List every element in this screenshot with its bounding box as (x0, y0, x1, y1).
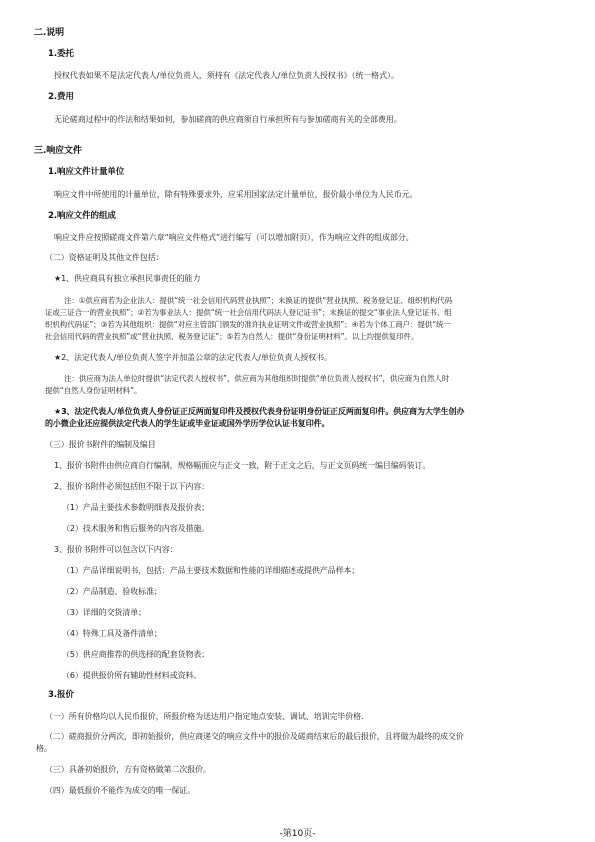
page-number: -第10页- (279, 829, 316, 839)
quote-3: （三）具备初始报价，方有资格做第二次报价。 (45, 765, 211, 774)
attachment-3-item-2: （2）产品制造、验收标准； (62, 587, 162, 596)
section-2-title: 二.说明 (34, 28, 65, 38)
attachment-3-item-6: （6）提供报价所有辅助性材料或资料。 (62, 671, 202, 680)
attachment-3: 3、报价书附件可以包含以下内容： (54, 545, 178, 554)
attachment-2-item-1: （1）产品主要技术参数明细表及报价表； (62, 503, 210, 512)
quote-1: （一）所有价格均以人民币报价，所报价格为送达用户指定地点安装、调试、培训完毕价格. (45, 712, 364, 721)
attachment-3-item-1: （1）产品详细说明书，包括：产品主要技术数据和性能的详细描述或提供产品样本； (62, 566, 360, 575)
star-1: ★1、供应商具有独立承担民事责任的能力 (54, 274, 201, 283)
star-3-line-2: 的小微企业还应提供法定代表人的学生证或毕业证或国外学历学位认证书复印件。 (45, 419, 330, 428)
quote-4: （四）最低报价不能作为成交的唯一保证。 (45, 786, 196, 795)
attachment-title: （三）报价书附件的编制及编目 (45, 440, 156, 449)
attachment-3-item-5: （5）供应商推荐的供选择的配套货物表； (62, 650, 210, 659)
cost-title: 2.费用 (48, 92, 74, 102)
note-2-line-2: 提供“自然人身份证明材料”。 (45, 386, 142, 395)
unit-text: 响应文件中所使用的计量单位，除有特殊要求外，应采用国家法定计量单位，报价最小单位为人民币元。 (54, 190, 418, 199)
quote-2-line-2: 格。 (36, 744, 52, 753)
section-3-title: 三.响应文件 (34, 146, 82, 156)
unit-title: 1.响应文件计量单位 (48, 167, 125, 177)
entrust-title: 1.委托 (48, 49, 74, 59)
note-1-line-2: 证或三证合一的营业执照”；②若为事业法人：提供“统一社会信用代码法人登记证书”；未换证的提交“事业法人登记证书、组 (45, 308, 452, 317)
attachment-2: 2、报价书附件必须包括但不限于以下内容： (54, 482, 210, 491)
composition-text: 响应文件应按照磋商文件第六章“响应文件格式”进行编写（可以增加附页），作为响应文件的组成部分。 (54, 233, 414, 242)
composition-title: 2.响应文件的组成 (48, 211, 116, 221)
star-2: ★2、法定代表人/单位负责人签字并加盖公章的法定代表人/单位负责人授权书。 (54, 353, 332, 362)
attachment-2-item-2: （2）技术服务和售后服务的内容及措施。 (62, 524, 210, 533)
note-1-line-4: 社会信用代码的营业执照”或“营业执照、税务登记证”；⑤若为自然人：提供“身份证明材料”。以上均提供复印件。 (45, 332, 419, 341)
qualification-title: （二）资格证明及其他文件包括： (45, 253, 164, 262)
note-2-line-1: 注：供应商为法人单位时提供“法定代表人授权书”，供应商为其他组织时提供“单位负责人授权书”，供应商为自然人时 (64, 374, 450, 383)
note-1-line-1: 注：①供应商若为企业法人：提供“统一社会信用代码营业执照”；未换证的提供“营业执照、税务登记证、组织机构代码 (64, 296, 452, 305)
note-1-line-3: 织机构代码证”；③若为其他组织：提供“对应主管部门颁发的准许执业证明文件或营业执照”；④若为个体工商户：提供“统一 (45, 320, 451, 329)
entrust-text: 授权代表如果不是法定代表人/单位负责人，须持有《法定代表人/单位负责人授权书》（统一格式）。 (54, 71, 399, 80)
attachment-3-item-3: （3）详细的交货清单； (62, 608, 146, 617)
quote-title: 3.报价 (48, 690, 74, 700)
attachment-1: 1、报价书附件由供应商自行编制，规格幅面应与正文一致，附于正文之后，与正文页码统一编目编码装订。 (54, 461, 431, 470)
attachment-3-item-4: （4）特殊工具及备件清单； (62, 629, 162, 638)
star-3-line-1: ★3、法定代表人/单位负责人身份证正反两面复印件及授权代表身份证明身份证正反两面复印件。供应商为大学生创办 (54, 407, 465, 416)
quote-2-line-1: （二）磋商报价分两次，即初始报价，供应商递交的响应文件中的报价及磋商结束后的最后报价，且将做为最终的成交价 (45, 732, 464, 741)
cost-text: 无论磋商过程中的作法和结果如何，参加磋商的供应商须自行承担所有与参加磋商有关的全部费用。 (54, 115, 402, 124)
